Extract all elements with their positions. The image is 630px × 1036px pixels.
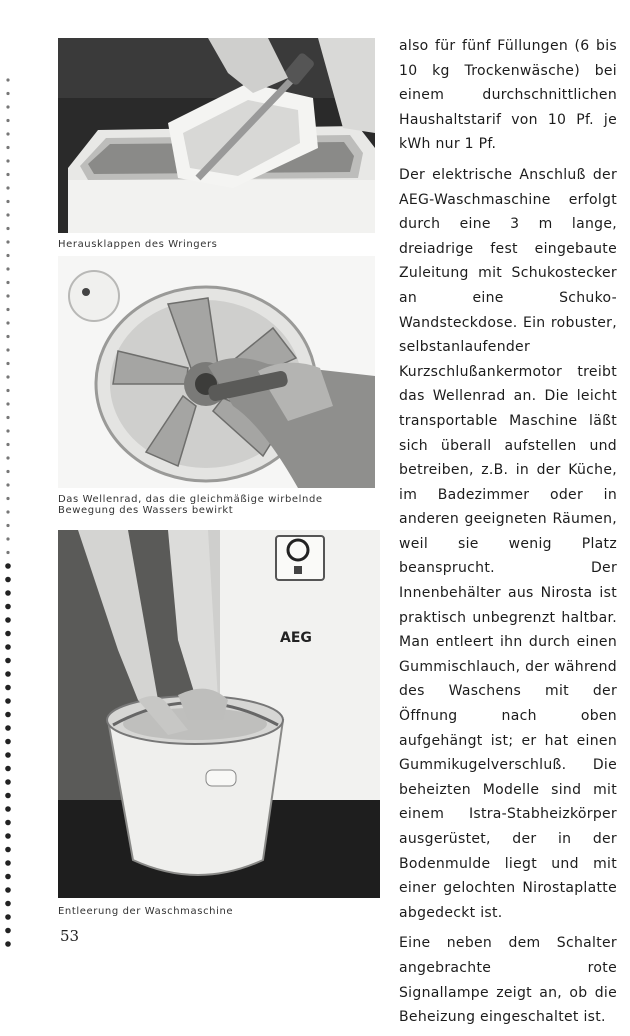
binding-dot xyxy=(6,497,9,500)
binding-dot xyxy=(5,806,11,812)
binding-dot xyxy=(5,563,11,569)
binding-dot xyxy=(5,928,11,934)
binding-dot xyxy=(6,227,9,230)
binding-dot xyxy=(5,941,11,947)
binding-dot xyxy=(6,389,9,392)
binding-dot xyxy=(6,456,9,459)
binding-dot xyxy=(6,119,9,122)
binding-dot xyxy=(6,105,9,108)
body-paragraph-3: Eine neben dem Schalter angebrachte rote Signallampe zeigt an, ob die Beheizung eingeschaltet ist. xyxy=(399,935,617,1026)
binding-dot xyxy=(6,335,9,338)
binding-dot xyxy=(6,240,9,243)
binding-dot xyxy=(5,658,11,664)
binding-dot xyxy=(6,159,9,162)
binding-dot xyxy=(6,416,9,419)
binding-dot xyxy=(6,173,9,176)
binding-dot xyxy=(5,860,11,866)
binding-dot xyxy=(6,537,9,540)
binding-dot xyxy=(5,874,11,880)
binding-dot xyxy=(6,200,9,203)
binding-dot xyxy=(5,671,11,677)
binding-dot xyxy=(6,92,9,95)
binding-dot xyxy=(6,362,9,365)
binding-dot xyxy=(6,551,9,554)
photo-emptying-machine xyxy=(58,530,380,898)
binding-dot xyxy=(5,779,11,785)
binding-dot xyxy=(5,752,11,758)
binding-dot xyxy=(6,186,9,189)
body-paragraph-2: Der elektrische Anschluß der AEG-Waschmaschine erfolgt durch eine 3 m lange, dreiadrige fest eingebaute Zuleitung mit Schukostecker an eine Schuko-Wandsteckdose. Ein robuster, selbstanlaufender Kurzschlußankermotor treibt das Wellenrad an. Die leicht transportable Maschine läßt sich überall aufstellen und betreiben, z.B. in der Küche, im Badezimmer oder in anderen geeigneten Räumen, weil sie wenig Platz beansprucht. Der Innenbehälter aus Nirosta ist praktisch unbegrenzt haltbar. Man entleert ihn durch einen Gummischlauch, der während des Waschens mit der Öffnung nach oben aufgehängt ist; er hat einen Gummikugelverschluß. Die beheizten Modelle sind mit einem Istra-Stabheizkörper ausgerüstet, der in der Bodenmulde liegt und mit einer gelochten Nirostaplatte abgedeckt ist. xyxy=(399,166,617,921)
binding-dot xyxy=(6,281,9,284)
binding-dot xyxy=(6,524,9,527)
binding-dot xyxy=(5,901,11,907)
caption-emptying-machine: Entleerung der Waschmaschine xyxy=(58,906,234,917)
binding-dot xyxy=(5,847,11,853)
binding-dot xyxy=(5,644,11,650)
body-paragraph-1: also für fünf Füllungen (6 bis 10 kg Trockenwäsche) bei einem durchschnittlichen Haushaltstarif von 10 Pf. je kWh nur 1 Pf. xyxy=(399,38,617,153)
binding-dot xyxy=(5,833,11,839)
binding-dot xyxy=(5,739,11,745)
binding-dot xyxy=(5,590,11,596)
binding-dot xyxy=(6,348,9,351)
binding-dot xyxy=(5,712,11,718)
caption-wringer: Herausklappen des Wringers xyxy=(58,239,218,250)
caption-agitator-wheel: Das Wellenrad, das die gleichmäßige wirbelnde Bewegung des Wassers bewirkt xyxy=(58,494,323,516)
aeg-logo: AEG xyxy=(280,630,312,646)
binding-dot xyxy=(5,914,11,920)
body-text-column xyxy=(399,34,617,1036)
binding-dot xyxy=(6,375,9,378)
binding-dot xyxy=(6,483,9,486)
page-number: 53 xyxy=(60,927,80,945)
photo-wringer xyxy=(58,38,375,233)
binding-dot xyxy=(6,294,9,297)
binding-dot xyxy=(6,213,9,216)
binding-dot xyxy=(6,267,9,270)
binding-dot xyxy=(5,766,11,772)
binding-dot xyxy=(6,510,9,513)
binding-dot xyxy=(6,132,9,135)
binding-dot xyxy=(5,698,11,704)
binding-dot xyxy=(5,631,11,637)
binding-dot xyxy=(6,470,9,473)
binding-dot xyxy=(6,78,9,81)
binding-dot xyxy=(6,321,9,324)
binding-dot xyxy=(5,577,11,583)
binding-dot xyxy=(5,725,11,731)
binding-dot xyxy=(6,308,9,311)
photo-agitator-wheel xyxy=(58,256,375,488)
binding-dot xyxy=(5,617,11,623)
binding-dot xyxy=(6,402,9,405)
binding-dot xyxy=(6,254,9,257)
binding-dot xyxy=(6,429,9,432)
binding-dot xyxy=(5,604,11,610)
binding-dot xyxy=(6,443,9,446)
binding-dot xyxy=(5,887,11,893)
binding-dot xyxy=(5,793,11,799)
spiral-binding xyxy=(3,0,13,953)
binding-dot xyxy=(5,685,11,691)
binding-dot xyxy=(5,820,11,826)
binding-dot xyxy=(6,146,9,149)
